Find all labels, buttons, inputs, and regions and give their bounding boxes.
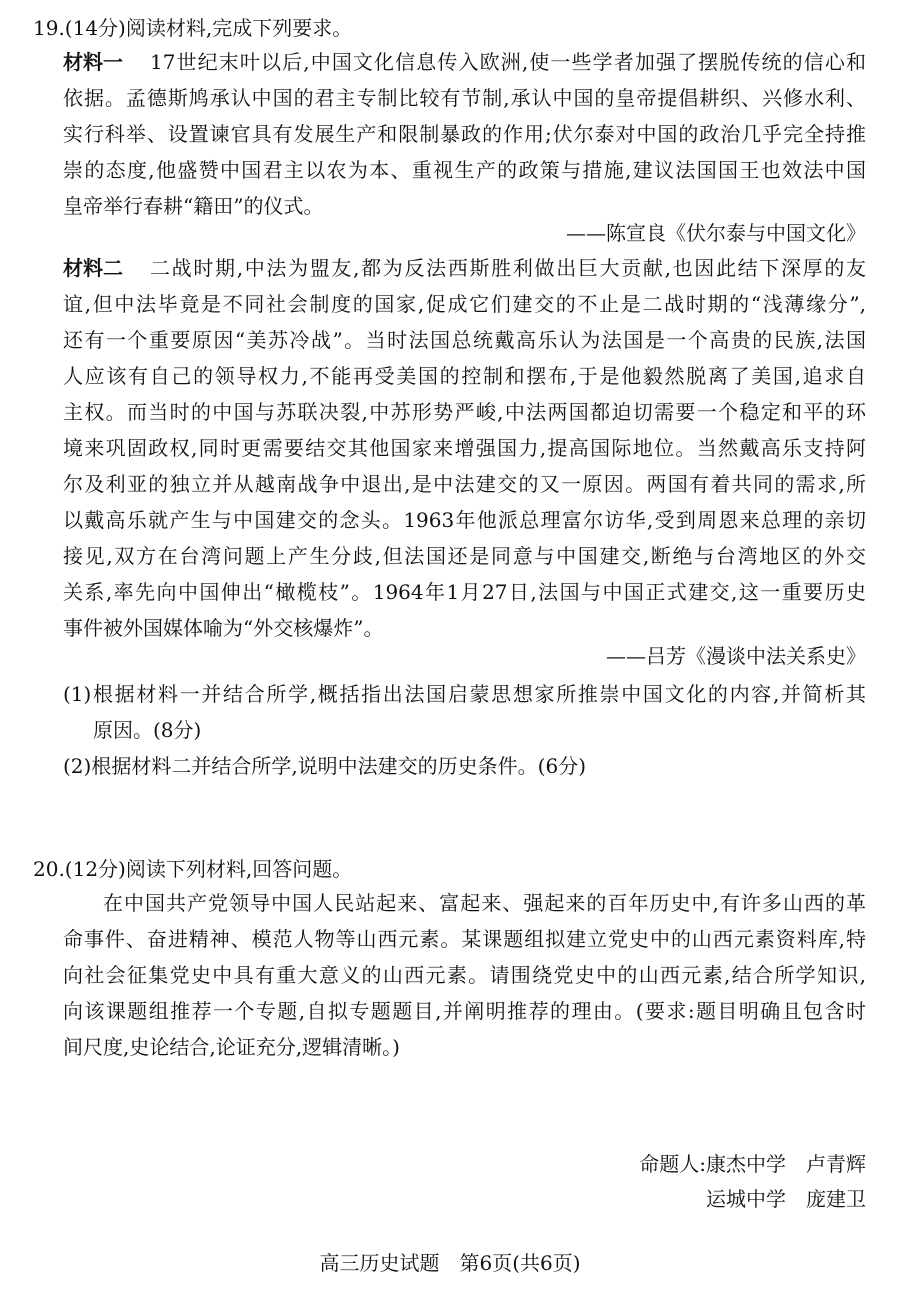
material-2-line: 二战时期,中法为盟友,都为反法西斯胜利做出巨大贡献,也因此结下深厚的友 bbox=[150, 256, 866, 280]
material-2-line: 还有一个重要原因“美苏冷战”。当时法国总统戴高乐认为法国是一个高贵的民族,法国 bbox=[63, 328, 866, 352]
sub-question-2: (2)根据材料二并结合所学,说明中法建交的历史条件。(6分) bbox=[63, 754, 587, 778]
q20-line: 向社会征集党史中具有重大意义的山西元素。请围绕党史中的山西元素,结合所学知识, bbox=[63, 963, 866, 987]
material-1-line: 皇帝举行春耕“籍田”的仪式。 bbox=[63, 194, 324, 218]
material-1-line: 17世纪末叶以后,中国文化信息传入欧洲,使一些学者加强了摆脱传统的信心和 bbox=[150, 50, 866, 74]
author-line-1: 命题人:康杰中学 卢青辉 bbox=[639, 1152, 866, 1176]
material-2-line: 谊,但中法毕竟是不同社会制度的国家,促成它们建交的不止是二战时期的“浅薄缘分”, bbox=[63, 292, 866, 316]
q20-line: 命事件、奋进精神、模范人物等山西元素。某课题组拟建立党史中的山西元素资料库,特 bbox=[63, 927, 866, 951]
material-2-line: 境来巩固政权,同时更需要结交其他国家来增强国力,提高国际地位。当然戴高乐支持阿 bbox=[63, 436, 866, 460]
material-1-line: 崇的态度,他盛赞中国君主以农为本、重视生产的政策与措施,建议法国国王也效法中国 bbox=[63, 158, 866, 182]
q20-line: 在中国共产党领导中国人民站起来、富起来、强起来的百年历史中,有许多山西的革 bbox=[103, 891, 866, 915]
material-1-label: 材料一 bbox=[63, 50, 123, 74]
material-2-line: 接见,双方在台湾问题上产生分歧,但法国还是同意与中国建交,断绝与台湾地区的外交 bbox=[63, 544, 866, 568]
material-2-line: 事件被外国媒体喻为“外交核爆炸”。 bbox=[63, 616, 384, 640]
q19-header: 19.(14分)阅读材料,完成下列要求。 bbox=[33, 16, 353, 40]
q20-header: 20.(12分)阅读下列材料,回答问题。 bbox=[33, 857, 353, 881]
material-2-source: ——吕芳《漫谈中法关系史》 bbox=[606, 644, 866, 668]
material-2-line: 以戴高乐就产生与中国建交的念头。1963年他派总理富尔访华,受到周恩来总理的亲切 bbox=[63, 508, 866, 532]
material-2-label: 材料二 bbox=[63, 256, 123, 280]
material-2-line: 尔及利亚的独立并从越南战争中退出,是中法建交的又一原因。两国有着共同的需求,所 bbox=[63, 472, 866, 496]
material-2-line: 关系,率先向中国伸出“橄榄枝”。1964年1月27日,法国与中国正式建交,这一重要历史 bbox=[63, 580, 866, 604]
material-1-line: 实行科举、设置谏官具有发展生产和限制暴政的作用;伏尔泰对中国的政治几乎完全持推 bbox=[63, 122, 866, 146]
author-line-2: 运城中学 庞建卫 bbox=[706, 1187, 866, 1211]
sub-question-1-cont: 原因。(8分) bbox=[93, 718, 202, 742]
sub-question-1: (1)根据材料一并结合所学,概括指出法国启蒙思想家所推崇中国文化的内容,并简析其 bbox=[63, 682, 866, 706]
q20-line: 间尺度,史论结合,论证充分,逻辑清晰。) bbox=[63, 1035, 400, 1059]
material-1-source: ——陈宣良《伏尔泰与中国文化》 bbox=[566, 221, 866, 245]
material-2-line: 主权。而当时的中国与苏联决裂,中苏形势严峻,中法两国都迫切需要一个稳定和平的环 bbox=[63, 400, 866, 424]
q20-line: 向该课题组推荐一个专题,自拟专题题目,并阐明推荐的理由。(要求:题目明确且包含时 bbox=[63, 999, 866, 1023]
page-footer: 高三历史试题 第6页(共6页) bbox=[319, 1251, 581, 1275]
material-2-line: 人应该有自己的领导权力,不能再受美国的控制和摆布,于是他毅然脱离了美国,追求自 bbox=[63, 364, 866, 388]
material-1-line: 依据。孟德斯鸠承认中国的君主专制比较有节制,承认中国的皇帝提倡耕织、兴修水利、 bbox=[63, 86, 866, 110]
